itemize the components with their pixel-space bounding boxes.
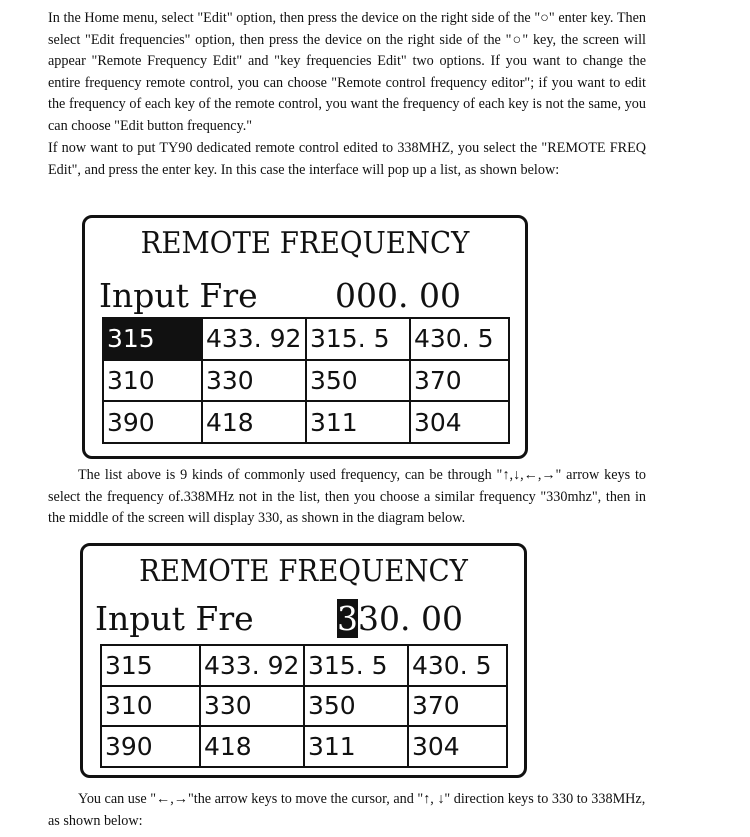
frequency-cell[interactable]: 350 bbox=[304, 686, 408, 727]
frequency-cell[interactable]: 433. 92 bbox=[202, 318, 306, 360]
frequency-cell[interactable]: 390 bbox=[101, 726, 200, 767]
frequency-grid bbox=[100, 644, 508, 768]
frequency-cell[interactable]: 304 bbox=[408, 726, 507, 767]
frequency-cell[interactable]: 390 bbox=[103, 401, 202, 443]
input-fre-label: Input Fre bbox=[95, 599, 254, 638]
screen-title: REMOTE FREQUENCY bbox=[139, 554, 468, 589]
table-row bbox=[101, 645, 507, 686]
input-fre-value-rest: 30. 00 bbox=[358, 599, 463, 638]
table-row bbox=[101, 726, 507, 767]
frequency-cell[interactable]: 311 bbox=[304, 726, 408, 767]
frequency-cell[interactable]: 430. 5 bbox=[408, 645, 507, 686]
frequency-cell[interactable]: 433. 92 bbox=[200, 645, 304, 686]
frequency-cell[interactable]: 370 bbox=[408, 686, 507, 727]
frequency-cell[interactable]: 310 bbox=[103, 360, 202, 402]
lcd-screen-2 bbox=[80, 543, 527, 778]
frequency-cell-selected[interactable]: 315 bbox=[103, 318, 202, 360]
frequency-cell[interactable]: 310 bbox=[101, 686, 200, 727]
frequency-cell[interactable]: 330 bbox=[200, 686, 304, 727]
frequency-cell[interactable]: 418 bbox=[200, 726, 304, 767]
intro-paragraph-2: If now want to put TY90 dedicated remote control edited to 338MHZ, you select the "REMOTE FREQ Edit", and press the enter key. In this case the interface will pop up a list, as shown below: bbox=[48, 140, 646, 178]
middle-paragraph: The list above is 9 kinds of commonly used frequency, can be through "↑,↓,←,→" arrow keys to select the frequency of.338MHz not in the list, then you choose a similar frequency "330mhz", then in the middle of the screen will display 330, as shown in the diagram below. bbox=[48, 467, 646, 527]
table-row bbox=[103, 360, 509, 402]
table-row bbox=[103, 318, 509, 360]
frequency-cell[interactable]: 370 bbox=[410, 360, 509, 402]
outro-paragraph: You can use "←,→"the arrow keys to move the cursor, and "↑, ↓" direction keys to 330 to 338MHz, as shown below: bbox=[48, 791, 646, 829]
frequency-cell[interactable]: 430. 5 bbox=[410, 318, 509, 360]
screen-title: REMOTE FREQUENCY bbox=[140, 226, 470, 261]
input-fre-value bbox=[337, 599, 463, 638]
lcd-screen-1 bbox=[82, 215, 528, 459]
input-fre-label: Input Fre bbox=[99, 276, 258, 315]
table-row bbox=[103, 401, 509, 443]
intro-paragraph: In the Home menu, select "Edit" option, then press the device on the right side of the "○" enter key. Then select "Edit frequencies" option, then press the device on the right side of the "○" key, the screen will appear "Remote Frequency Edit" and "key frequencies Edit" two options. If you want to change the entire frequency remote control, you can choose "Remote control frequency editor"; if you want to edit the frequency of each key of the remote control, you want the frequency of each key is not the same, you can choose "Edit button frequency." bbox=[48, 10, 646, 134]
frequency-cell[interactable]: 350 bbox=[306, 360, 410, 402]
frequency-cell[interactable]: 315. 5 bbox=[304, 645, 408, 686]
frequency-cell[interactable]: 315 bbox=[101, 645, 200, 686]
table-row bbox=[101, 686, 507, 727]
frequency-grid bbox=[102, 317, 510, 444]
frequency-cell[interactable]: 315. 5 bbox=[306, 318, 410, 360]
frequency-cell[interactable]: 311 bbox=[306, 401, 410, 443]
frequency-cell[interactable]: 304 bbox=[410, 401, 509, 443]
cursor-digit[interactable]: 3 bbox=[337, 599, 358, 638]
input-fre-value: 000. 00 bbox=[335, 276, 461, 315]
frequency-cell[interactable]: 418 bbox=[202, 401, 306, 443]
frequency-cell[interactable]: 330 bbox=[202, 360, 306, 402]
